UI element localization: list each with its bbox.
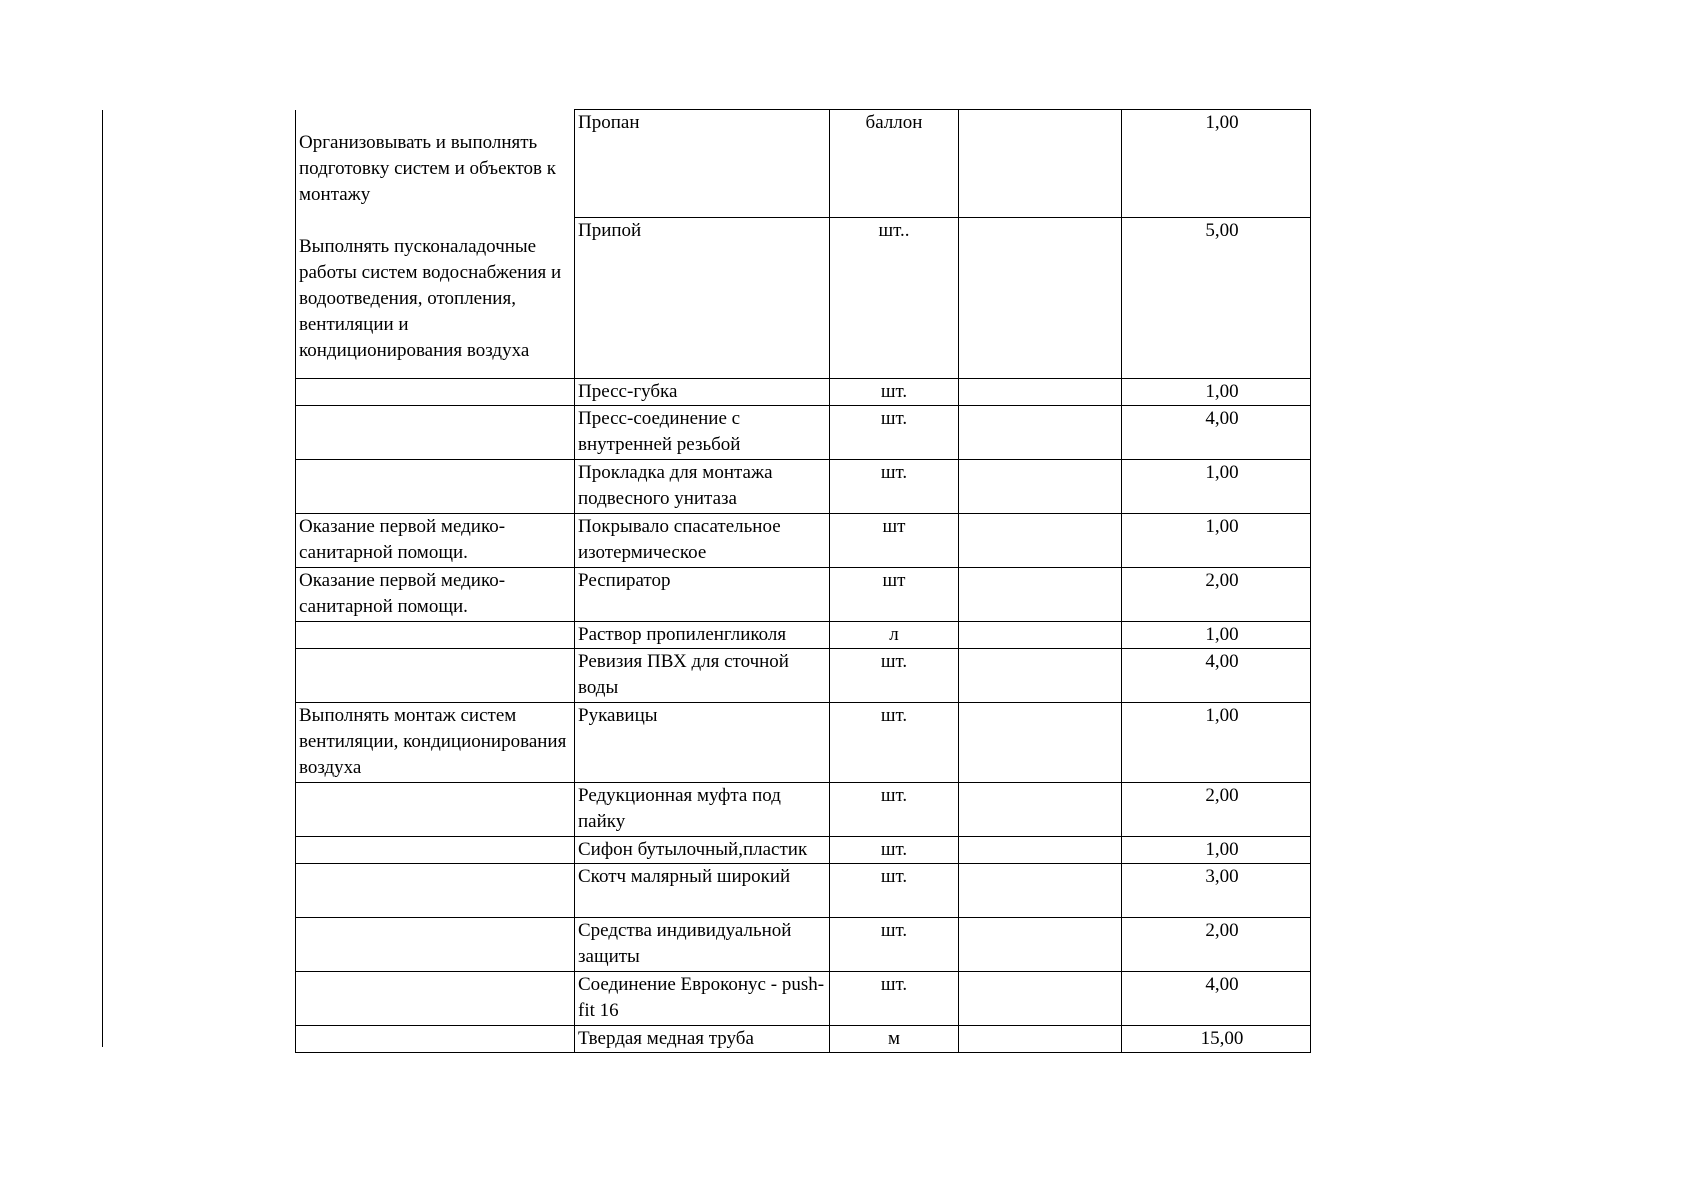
table-row — [296, 783, 1311, 837]
material-cell: Припой — [575, 218, 830, 379]
note-cell — [959, 703, 1122, 783]
competency-cell: Выполнять монтаж систем вентиляции, кондиционирования воздуха — [296, 703, 575, 783]
table-row — [296, 864, 1311, 918]
material-cell: Средства индивидуальной защиты — [575, 918, 830, 972]
competency-cell: Оказание первой медико-санитарной помощи. — [296, 568, 575, 622]
quantity-cell: 15,00 — [1122, 1026, 1311, 1053]
unit-cell: шт — [830, 568, 959, 622]
material-cell: Соединение Евроконус - push-fit 16 — [575, 972, 830, 1026]
table-row — [296, 568, 1311, 622]
competency-cell: Оказание первой медико-санитарной помощи. — [296, 514, 575, 568]
materials-table — [295, 109, 1311, 1053]
quantity-cell: 1,00 — [1122, 514, 1311, 568]
competency-cell — [296, 783, 575, 837]
table-row — [296, 379, 1311, 406]
note-cell — [959, 864, 1122, 918]
material-cell: Пресс-соединение с внутренней резьбой — [575, 406, 830, 460]
unit-cell: шт. — [830, 379, 959, 406]
unit-cell: шт. — [830, 406, 959, 460]
note-cell — [959, 514, 1122, 568]
note-cell — [959, 110, 1122, 218]
unit-cell: шт. — [830, 972, 959, 1026]
competency-cell — [296, 837, 575, 864]
competency-cell — [296, 406, 575, 460]
quantity-cell: 2,00 — [1122, 918, 1311, 972]
unit-cell: шт. — [830, 783, 959, 837]
material-cell: Раствор пропиленгликоля — [575, 622, 830, 649]
unit-cell: л — [830, 622, 959, 649]
quantity-cell: 1,00 — [1122, 703, 1311, 783]
unit-cell: шт. — [830, 460, 959, 514]
left-margin-rule — [102, 110, 103, 1047]
material-cell: Редукционная муфта под пайку — [575, 783, 830, 837]
table-row — [296, 837, 1311, 864]
quantity-cell: 4,00 — [1122, 406, 1311, 460]
competency-text: Организовывать и выполнять подготовку систем и объектов к монтажу — [299, 131, 556, 205]
unit-cell: шт. — [830, 649, 959, 703]
note-cell — [959, 218, 1122, 379]
unit-cell: шт. — [830, 918, 959, 972]
table-row — [296, 622, 1311, 649]
competency-cell — [296, 622, 575, 649]
table-row — [296, 406, 1311, 460]
material-cell: Твердая медная труба — [575, 1026, 830, 1053]
quantity-cell: 4,00 — [1122, 649, 1311, 703]
competency-cell — [296, 649, 575, 703]
competency-cell — [296, 918, 575, 972]
material-cell: Прокладка для монтажа подвесного унитаза — [575, 460, 830, 514]
material-cell: Рукавицы — [575, 703, 830, 783]
quantity-cell: 1,00 — [1122, 110, 1311, 218]
note-cell — [959, 972, 1122, 1026]
material-cell: Пресс-губка — [575, 379, 830, 406]
material-cell: Скотч малярный широкий — [575, 864, 830, 918]
competency-text: Выполнять пусконаладочные работы систем водоснабжения и водоотведения, отопления, вентиляции и кондиционирования воздуха — [299, 235, 562, 361]
unit-cell: м — [830, 1026, 959, 1053]
competency-cell — [296, 864, 575, 918]
note-cell — [959, 622, 1122, 649]
unit-cell: шт.. — [830, 218, 959, 379]
table-row — [296, 1026, 1311, 1053]
table-row — [296, 972, 1311, 1026]
table-row — [296, 918, 1311, 972]
quantity-cell: 1,00 — [1122, 622, 1311, 649]
table-row — [296, 460, 1311, 514]
note-cell — [959, 568, 1122, 622]
quantity-cell: 1,00 — [1122, 837, 1311, 864]
note-cell — [959, 1026, 1122, 1053]
quantity-cell: 3,00 — [1122, 864, 1311, 918]
table-row — [296, 110, 1311, 218]
unit-cell: шт. — [830, 837, 959, 864]
unit-cell: шт. — [830, 703, 959, 783]
table-row — [296, 514, 1311, 568]
note-cell — [959, 406, 1122, 460]
material-cell: Респиратор — [575, 568, 830, 622]
note-cell — [959, 918, 1122, 972]
quantity-cell: 4,00 — [1122, 972, 1311, 1026]
competency-cell — [296, 460, 575, 514]
quantity-cell: 5,00 — [1122, 218, 1311, 379]
unit-cell: шт — [830, 514, 959, 568]
unit-cell: шт. — [830, 864, 959, 918]
quantity-cell: 2,00 — [1122, 783, 1311, 837]
material-cell: Покрывало спасательное изотермическое — [575, 514, 830, 568]
competency-cell — [296, 1026, 575, 1053]
quantity-cell: 1,00 — [1122, 460, 1311, 514]
competency-cell — [296, 379, 575, 406]
material-cell: Сифон бутылочный,пластик — [575, 837, 830, 864]
quantity-cell: 2,00 — [1122, 568, 1311, 622]
note-cell — [959, 837, 1122, 864]
note-cell — [959, 379, 1122, 406]
note-cell — [959, 783, 1122, 837]
table-row — [296, 703, 1311, 783]
competency-cell — [296, 972, 575, 1026]
material-cell: Ревизия ПВХ для сточной воды — [575, 649, 830, 703]
material-cell: Пропан — [575, 110, 830, 218]
note-cell — [959, 649, 1122, 703]
table-row — [296, 649, 1311, 703]
note-cell — [959, 460, 1122, 514]
unit-cell: баллон — [830, 110, 959, 218]
quantity-cell: 1,00 — [1122, 379, 1311, 406]
competency-cell-merged — [296, 110, 575, 379]
